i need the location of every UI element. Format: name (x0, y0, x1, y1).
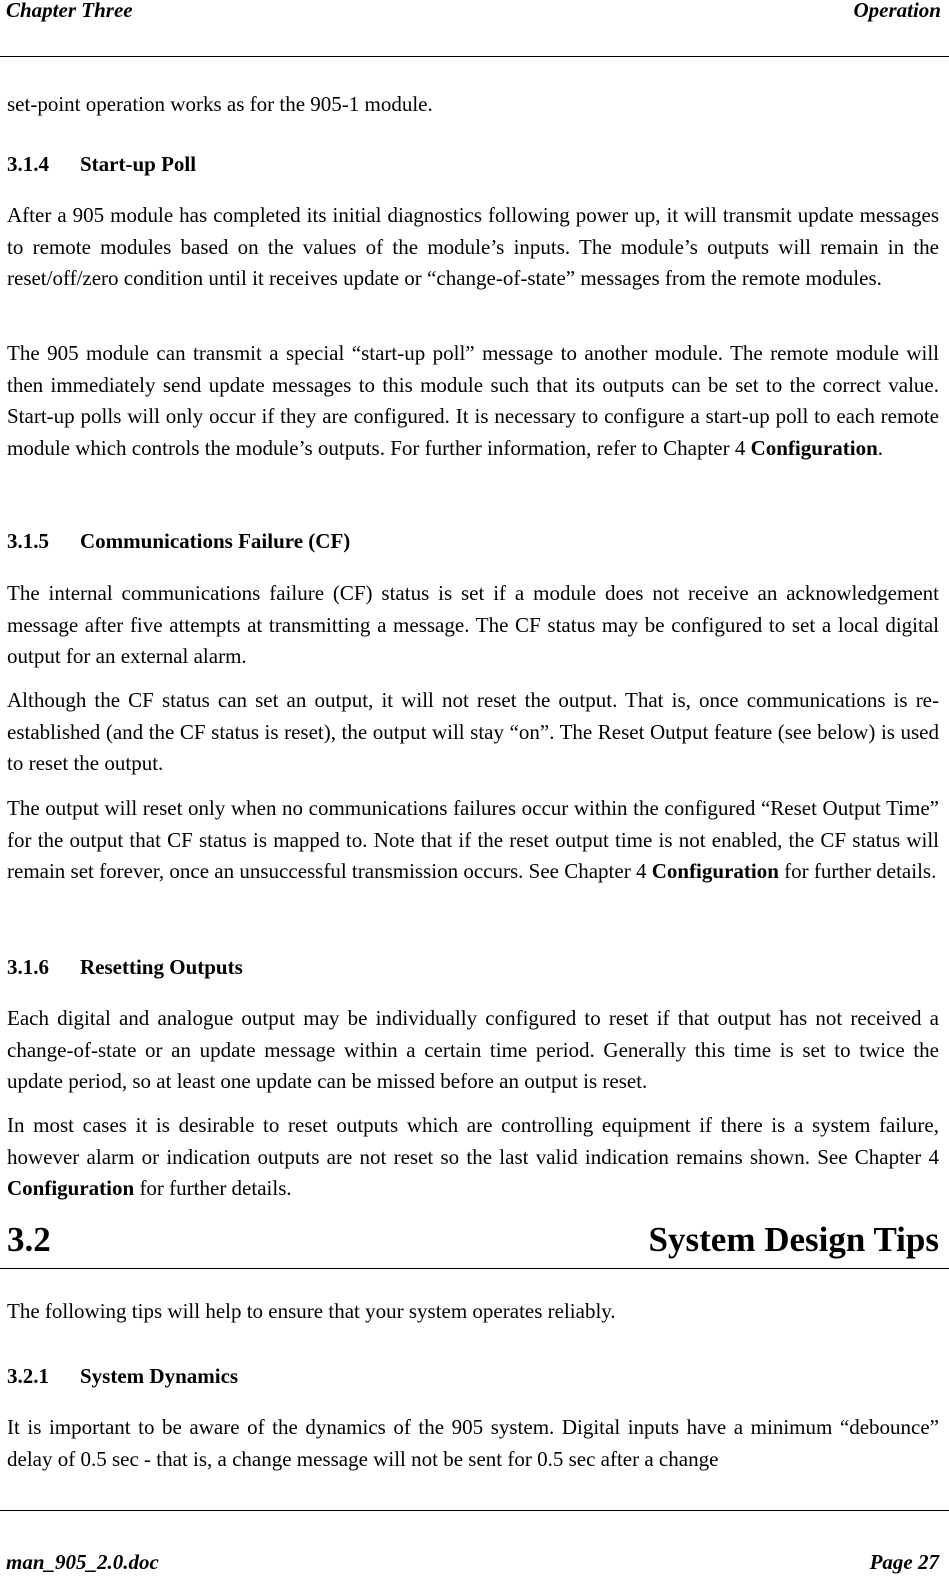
heading-3-2-1 (7, 1364, 238, 1389)
heading-number: 3.1.4 (7, 152, 49, 176)
paragraph-end: for further details. (134, 1176, 292, 1200)
paragraph-reset-2 (7, 1110, 939, 1205)
heading-3-1-4 (7, 152, 196, 177)
heading-3-2 (7, 1219, 939, 1261)
heading-title: Communications Failure (CF) (80, 529, 351, 553)
paragraph-startup-poll-2 (7, 338, 939, 464)
paragraph-cf-2: Although the CF status can set an output, it will not reset the output. That is, once communications is re-established (and the CF status is reset), the output will stay “on”. The Reset Output feature (see below) is used to reset the output. (7, 688, 939, 775)
section-rule (0, 1268, 949, 1269)
heading-number: 3.1.5 (7, 529, 49, 553)
heading-title: Resetting Outputs (80, 955, 243, 979)
paragraph-text: In most cases it is desirable to reset outputs which are controlling equipment if there is a system failure, however alarm or indication outputs are not reset so the last valid indication remains shown. See Chapter 4 (7, 1113, 939, 1169)
footer-filename: man_905_2.0.doc (6, 1550, 159, 1574)
configuration-ref: Configuration (7, 1176, 135, 1200)
page-header (6, 0, 941, 24)
configuration-ref: Configuration (750, 435, 878, 460)
paragraph-end: . (877, 435, 884, 460)
header-section: Operation (853, 0, 941, 22)
heading-title: System Design Tips (648, 1220, 939, 1259)
footer-page-number: Page 27 (869, 1550, 939, 1574)
paragraph-cf-3 (7, 793, 939, 888)
header-rule (0, 56, 949, 57)
heading-title: System Dynamics (80, 1364, 239, 1388)
paragraph-design-tips-intro: The following tips will help to ensure that your system operates reliably. (7, 1299, 616, 1323)
paragraph-end: for further details. (778, 859, 937, 883)
footer-rule (0, 1510, 949, 1511)
paragraph-cf-1: The internal communications failure (CF) status is set if a module does not receive an acknowledgement message after five attempts at transmitting a message. The CF status may be configured to set a local digital output for an external alarm. (7, 581, 939, 668)
paragraph-reset-1: Each digital and analogue output may be individually configured to reset if that output has not received a change-of-state or an update message within a certain time period. Generally this time is set to twice the update period, so at least one update can be missed before an output is reset. (7, 1006, 939, 1093)
paragraph-text: The 905 module can transmit a special “start-up poll” message to another module. The remote module will then immediately send update messages to this module such that its outputs can be set to the correct value. Start-up polls will only occur if they are configured. It is necessary to configure a start-up poll to each remote module which controls the module’s outputs. For further information, refer to Chapter 4 (7, 341, 939, 460)
heading-number: 3.2.1 (7, 1364, 49, 1388)
heading-title: Start-up Poll (80, 152, 197, 176)
paragraph-dynamics-1: It is important to be aware of the dynamics of the 905 system. Digital inputs have a minimum “debounce” delay of 0.5 sec - that is, a change message will not be sent for 0.5 sec after a change (7, 1415, 939, 1471)
paragraph-text: The output will reset only when no communications failures occur within the configured “Reset Output Time” for the output that CF status is mapped to. Note that if the reset output time is not enabled, the CF status will remain set forever, once an unsuccessful transmission occurs. See Chapter 4 (7, 796, 939, 883)
configuration-ref: Configuration (651, 859, 779, 883)
intro-line: set-point operation works as for the 905-1 module. (7, 92, 433, 116)
heading-number: 3.1.6 (7, 955, 49, 979)
header-chapter: Chapter Three (6, 0, 133, 22)
heading-3-1-5 (7, 529, 350, 554)
page-footer (6, 1550, 939, 1578)
heading-number: 3.2 (7, 1220, 51, 1259)
paragraph-startup-poll-1: After a 905 module has completed its initial diagnostics following power up, it will transmit update messages to remote modules based on the values of the module’s inputs. The module’s outputs will remain in the reset/off/zero condition until it receives update or “change-of-state” messages from the remote modules. (7, 203, 939, 290)
heading-3-1-6 (7, 955, 243, 980)
